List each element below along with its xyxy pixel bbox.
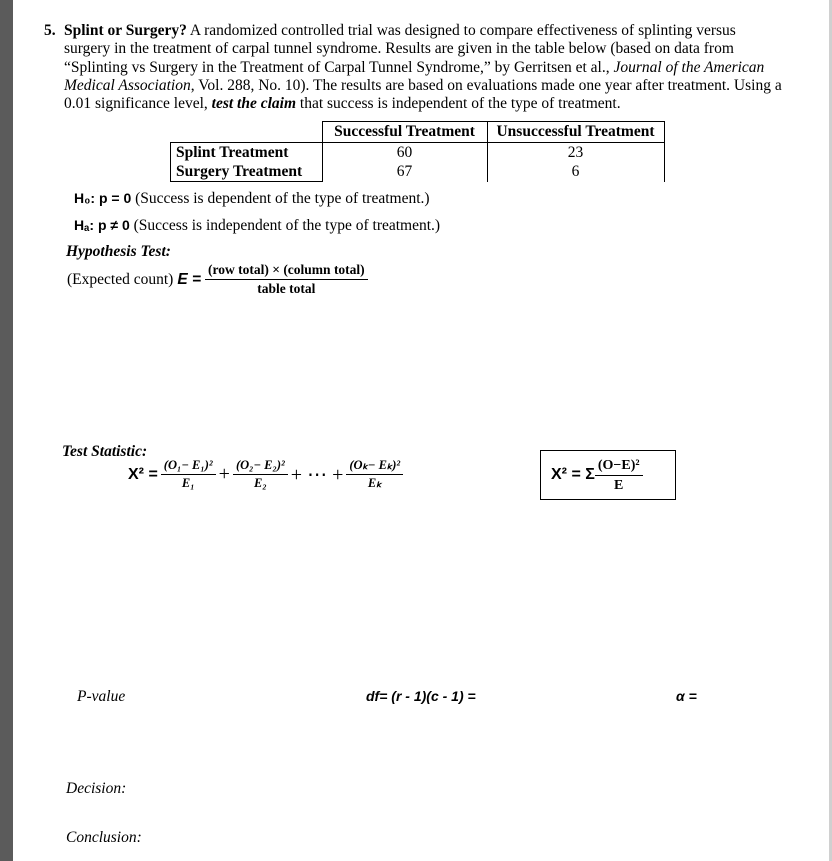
contingency-table	[170, 121, 665, 182]
claim-phrase: test the claim	[211, 95, 297, 113]
table-header-row	[171, 122, 665, 143]
table-row	[171, 143, 665, 163]
term-1	[161, 458, 216, 491]
alternative-hypothesis	[74, 217, 440, 235]
ha-text: (Success is independent of the type of treatment.)	[133, 217, 441, 234]
table-cell: 6	[487, 162, 664, 182]
problem-statement	[44, 22, 784, 113]
problem-text-3: that success is independent of the type of treatment.	[296, 95, 621, 113]
expected-count-formula	[67, 262, 368, 297]
plus-sign: +	[218, 463, 230, 485]
term-2-numerator: (O₂− E₂)²	[233, 458, 288, 475]
ha-symbol: Hₐ:	[74, 217, 95, 233]
h0-expression: p = 0	[98, 190, 132, 206]
term-2-denominator: E₂	[254, 476, 267, 490]
problem-body	[64, 22, 784, 113]
expected-symbol: E =	[177, 270, 202, 288]
problem-title: Splint or Surgery?	[64, 22, 187, 39]
box-fraction	[595, 457, 643, 494]
fraction-denominator: table total	[257, 281, 316, 296]
problem-text-2: , Vol. 288, No. 10). The results are based on evaluations made one year after treatment. Using a 0.01 significance level,	[64, 76, 782, 113]
term-k-denominator: Eₖ	[367, 476, 382, 490]
test-statistic-heading: Test Statistic:	[62, 443, 148, 460]
term-2	[233, 458, 288, 491]
expected-fraction	[205, 262, 368, 297]
table-cell: 23	[487, 143, 664, 163]
chi-square-formula	[128, 458, 403, 491]
h0-symbol: H₀:	[74, 190, 96, 206]
null-hypothesis	[74, 190, 430, 208]
table-corner	[171, 122, 323, 143]
term-1-numerator: (O₁− E₁)²	[161, 458, 216, 475]
row-label: Surgery Treatment	[171, 162, 323, 182]
df-label: df= (r - 1)(c - 1) =	[366, 688, 476, 704]
fraction-numerator: (row total) × (column total)	[205, 262, 368, 280]
row-label: Splint Treatment	[171, 143, 323, 163]
table-header: Unsuccessful Treatment	[487, 122, 664, 143]
problem-text-1: A randomized controlled trial was designed to compare effectiveness of splinting versus surgery in the treatment of carpal tunnel syndrome. Results are given in the table below (based on data from “Splinting vs Surgery in the Treatment of Carpal Tunnel Syndrome,” by Gerritsen et al.,	[64, 22, 736, 76]
viewer-left-edge	[0, 0, 13, 861]
ha-expression: p ≠ 0	[97, 217, 130, 233]
box-lhs: X² = Σ	[551, 466, 595, 483]
chi-square-lhs: X² =	[128, 465, 158, 483]
table-header: Successful Treatment	[322, 122, 487, 143]
conclusion-label: Conclusion:	[66, 829, 142, 846]
decision-label: Decision:	[66, 780, 127, 797]
pvalue-label: P-value	[77, 688, 126, 705]
term-1-denominator: E₁	[181, 476, 195, 490]
term-k	[346, 458, 403, 491]
hypothesis-test-heading: Hypothesis Test:	[66, 243, 171, 260]
h0-text: (Success is dependent of the type of treatment.)	[135, 190, 430, 207]
problem-number: 5.	[44, 22, 56, 39]
table-cell: 67	[322, 162, 487, 182]
term-k-numerator: (Oₖ− Eₖ)²	[346, 458, 403, 475]
box-denominator: E	[614, 477, 624, 493]
table-cell: 60	[322, 143, 487, 163]
table-row	[171, 162, 665, 182]
expected-label: (Expected count)	[67, 270, 174, 288]
ellipsis-plus: + ⋯ +	[290, 464, 344, 486]
box-numerator: (O−E)²	[595, 457, 643, 476]
alpha-label: α =	[676, 688, 697, 704]
summary-formula-box	[540, 450, 676, 500]
journal-name: Journal of the American Medical Association	[64, 58, 765, 94]
